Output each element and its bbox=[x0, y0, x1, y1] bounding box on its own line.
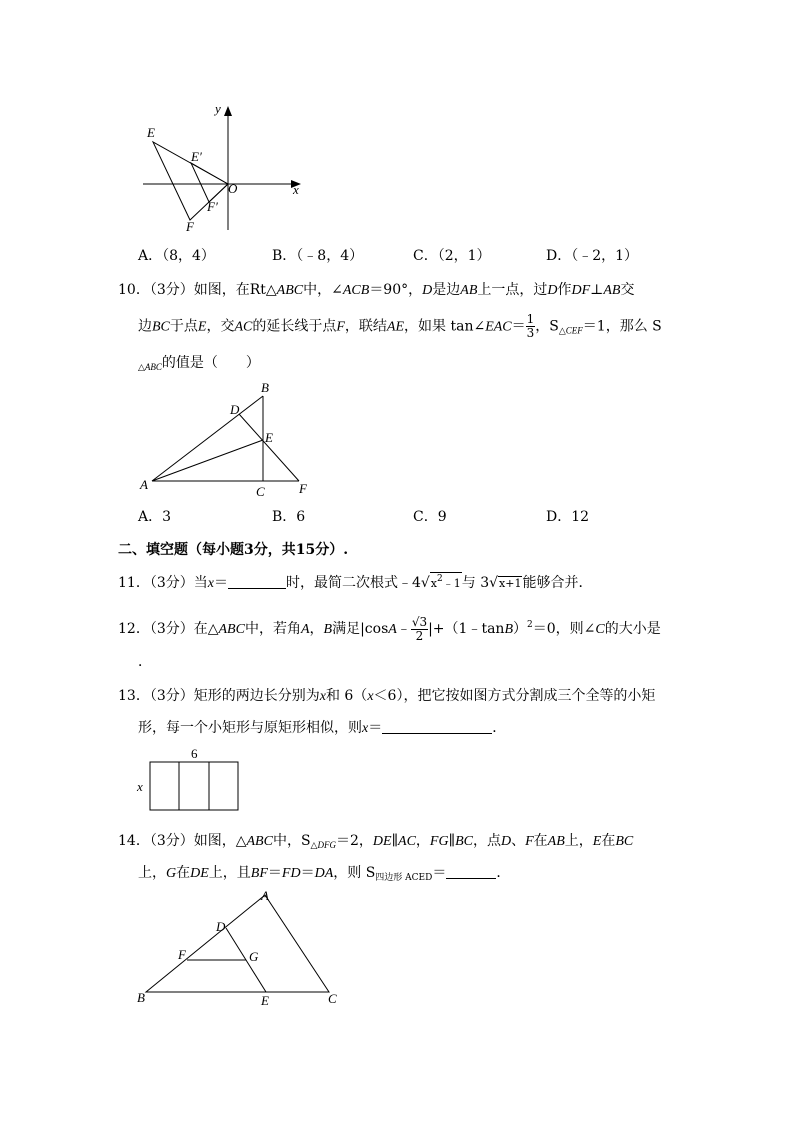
label-d: D bbox=[230, 402, 240, 417]
label-e-prime: E′ bbox=[191, 149, 202, 164]
label-f-prime: F′ bbox=[207, 199, 218, 214]
label-x: x bbox=[293, 182, 299, 197]
q12-line1: 12．（3分）在△ABC中，若角A，B满足|cosA﹣ $\frac{√3}{2}$ |+（1﹣tanB）$^2$＝0，则∠C的大小是 bbox=[118, 614, 661, 643]
q9-option-c[interactable]: C．（2，1） bbox=[413, 248, 491, 264]
q11: 11．（3分）当x＝ 时，最简二次根式$﹣4√x^2﹣1$与 3√x+1能够合并． bbox=[118, 574, 593, 591]
label-b: B bbox=[137, 990, 145, 1005]
label-f: F bbox=[186, 219, 194, 234]
q10-line3: $_{\triangle ABC}$的值是（ ） bbox=[138, 355, 260, 372]
q10-line2: 边BC于点E，交AC的延长线于点F，联结AE，如果 tan∠EAC＝ $\frac{1}{3}$ ，$S_{\triangle CEF}=1$，那么 S bbox=[138, 312, 662, 340]
q13-figure bbox=[134, 744, 254, 816]
label-e: E bbox=[147, 125, 155, 140]
q13-line2: 形，每一个小矩形与原矩形相似，则x＝ ． bbox=[138, 720, 507, 736]
label-y: y bbox=[215, 101, 221, 116]
triangle-oe1f1 bbox=[191, 163, 228, 202]
label-d: D bbox=[216, 919, 226, 934]
label-g: G bbox=[249, 949, 259, 964]
label-e: E bbox=[261, 993, 269, 1008]
label-e: E bbox=[265, 430, 273, 445]
label-f: F bbox=[178, 947, 186, 962]
q10-option-b[interactable]: B．6 bbox=[272, 509, 306, 525]
q14-figure bbox=[134, 886, 354, 1010]
fraction-one-third: $\frac{1}{3}$ bbox=[526, 312, 535, 340]
q9-option-b[interactable]: B．（﹣8，4） bbox=[272, 248, 364, 264]
section-heading: 二、填空题（每小题3分，共15分）. bbox=[118, 542, 349, 558]
q12-line2: ． bbox=[138, 654, 152, 670]
q10-line1: 10．（3分）如图，在Rt△ABC中，∠ACB＝90°，D是边AB上一点，过D作DF⊥AB交 bbox=[118, 282, 635, 298]
label-6: 6 bbox=[191, 746, 198, 761]
q10-figure bbox=[136, 378, 326, 503]
label-c: C bbox=[328, 991, 337, 1006]
label-a: A bbox=[261, 888, 269, 903]
q10-option-a[interactable]: A．3 bbox=[138, 509, 172, 525]
q14-answer-blank[interactable] bbox=[446, 864, 496, 879]
q10-option-c[interactable]: C．9 bbox=[413, 509, 447, 525]
q11-answer-blank[interactable] bbox=[228, 574, 286, 589]
q9-figure bbox=[135, 96, 315, 236]
label-c: C bbox=[256, 484, 265, 499]
label-a: A bbox=[140, 477, 148, 492]
label-f: F bbox=[299, 481, 307, 496]
q10-option-d[interactable]: D．12 bbox=[546, 509, 590, 525]
q13-line1: 13．（3分）矩形的两边长分别为x和 6（x＜6），把它按如图方式分割成三个全等的小矩 bbox=[118, 688, 656, 704]
q14-line2: 上，G在DE上，且BF＝FD＝DA，则 $S_{四边形 ACED}=$ ． bbox=[138, 865, 511, 883]
label-b: B bbox=[261, 380, 269, 395]
fraction-sqrt3-over-2: $\frac{√3}{2}$ bbox=[411, 614, 428, 643]
y-axis-arrow-icon bbox=[224, 106, 232, 116]
q9-option-a[interactable]: A．（8，4） bbox=[138, 248, 215, 264]
label-o: O bbox=[228, 181, 238, 196]
q14-line1: 14．（3分）如图，△ABC中，$S_{\triangle DFG}=2$，DE∥AC，FG∥BC，点D、F在AB上，E在BC bbox=[118, 833, 634, 850]
q9-option-d[interactable]: D．（﹣2，1） bbox=[546, 248, 639, 264]
q13-answer-blank[interactable] bbox=[382, 719, 492, 734]
label-x: x bbox=[137, 779, 143, 794]
